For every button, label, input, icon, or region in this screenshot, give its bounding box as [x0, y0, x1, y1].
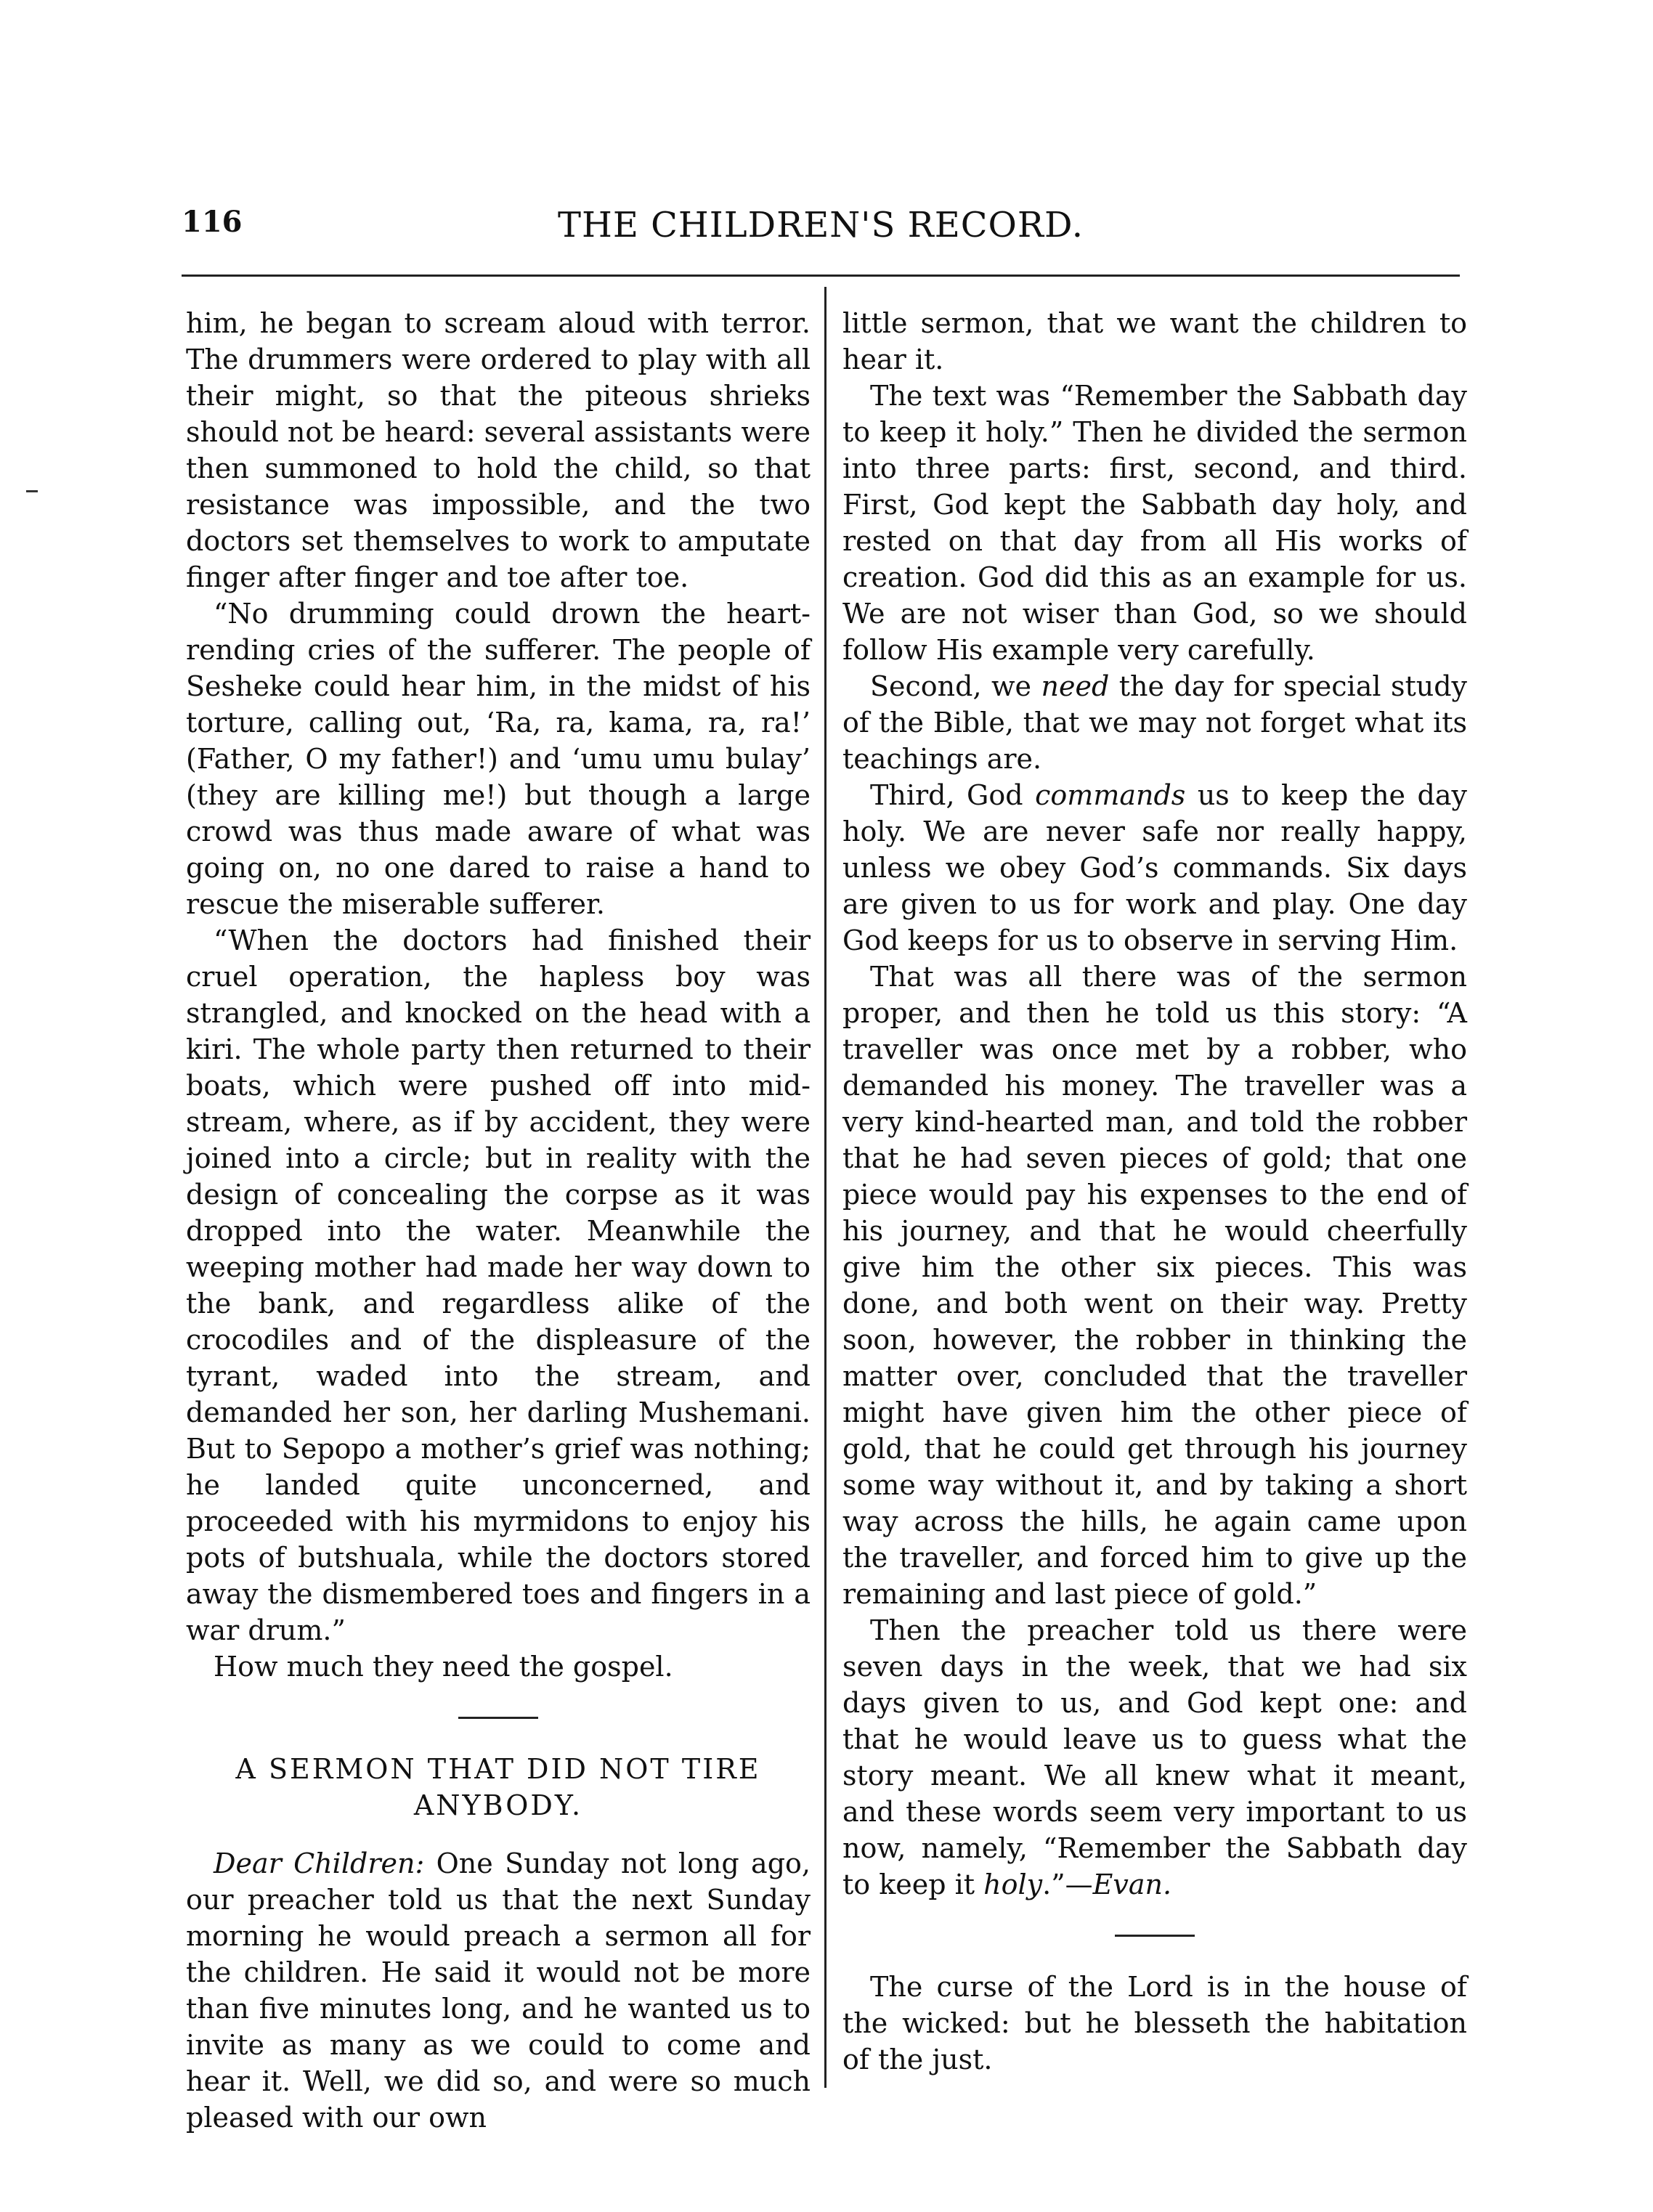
header-rule — [182, 275, 1460, 277]
paragraph-text: Third, God — [870, 779, 1036, 811]
page-header — [182, 205, 1460, 263]
paragraph-text: us to keep the day holy. We are never safe nor really happy, unless we obey God’s commands. Six days are given to us for work and play. One day God keeps for us to observe in serving Him. — [842, 779, 1467, 956]
emphasis: holy — [983, 1869, 1043, 1900]
salutation: Dear Children: — [214, 1847, 425, 1879]
paragraph: “When the doctors had finished their cruel operation, the hapless boy was strangled, and knocked on the head with a kiri. The whole party then returned to their boats, which were pushed off into mid-stream, where, as if by accident, they were joined into a circle; but in reality with the design of concealing the corpse as it was dropped into the water. Meanwhile the weeping mother had made her way down to the bank, and regardless alike of the crocodiles and of the displeasure of the tyrant, waded into the stream, and demanded her son, her darling Mushemani. But to Sepopo a mother’s grief was nothing; he landed quite unconcerned, and proceeded with his myrmidons to enjoy his pots of butshuala, while the doctors stored away the dismembered toes and fingers in a war drum.” — [186, 924, 811, 1646]
paragraph — [842, 777, 1467, 959]
paragraph: That was all there was of the sermon proper, and then he told us this story: “A traveller was once met by a robber, who demanded his money. The traveller was a very kind-hearted man, and told the robber that he had seven pieces of gold; that one piece would pay his expenses to the end of his journey, and that he would cheerfully give him the other six pieces. This was done, and both went on their way. Pretty soon, however, the robber in thinking the matter over, concluded that the traveller might have given him the other piece of gold, that he could get through his journey some way without it, and by taking a short way across the hills, he again came upon the traveller, and forced him to give up the remaining and last piece of gold.” — [842, 961, 1467, 1610]
paragraph-text: .”— — [1042, 1869, 1093, 1900]
paragraph — [842, 1612, 1467, 1903]
page-number: 116 — [182, 205, 243, 239]
right-column — [842, 305, 1467, 2078]
paragraph-text: the day for special study of the Bible, that we may not forget what its teachings are. — [842, 670, 1468, 775]
paragraph: “No drumming could drown the heart-rending cries of the sufferer. The people of Sesheke could hear him, in the midst of his torture, calling out, ‘Ra, ra, kama, ra, ra!’ (Father, O my father!) and ‘umu umu bulay’ (they are killing me!) but though a large crowd was thus made aware of what was going on, no one dared to raise a hand to rescue the miserable sufferer. — [186, 598, 811, 920]
left-column — [186, 305, 811, 2136]
paragraph: How much they need the gospel. — [214, 1651, 673, 1683]
margin-mark — [26, 490, 38, 492]
paragraph-text: Second, we — [870, 670, 1041, 702]
emphasis: commands — [1035, 779, 1186, 811]
paragraph — [842, 668, 1467, 777]
section-divider — [458, 1717, 538, 1719]
section-divider — [1115, 1935, 1195, 1937]
paragraph-text: Then the preacher told us there were seven days in the week, that we had six days given to us, and God kept one: and that he would leave us to guess what the story meant. We all knew what it meant, and these words seem very important to us now, namely, “Remember the Sabbath day to keep it — [842, 1614, 1467, 1900]
article-title: A SERMON THAT DID NOT TIRE ANYBODY. — [235, 1753, 761, 1821]
closing-verse: The curse of the Lord is in the house of the wicked: but he blesseth the habitation of the just. — [842, 1971, 1467, 2075]
paragraph-text: One Sunday not long ago, our preacher told us that the next Sunday morning he would preach a sermon all for the children. He said it would not be more than five minutes long, and he wanted us to invite as many as we could to come and hear it. Well, we did so, and were so much pleased with our own — [186, 1847, 811, 2134]
running-title: THE CHILDREN'S RECORD. — [557, 205, 1084, 245]
emphasis: need — [1041, 670, 1110, 702]
signature: Evan. — [1092, 1869, 1172, 1900]
paragraph: him, he began to scream aloud with terror. The drummers were ordered to play with all their might, so that the piteous shrieks should not be heard: several assistants were then summoned to hold the child, so that resistance was impossible, and the two doctors set themselves to work to amputate finger after finger and toe after toe. — [186, 307, 811, 593]
paragraph — [186, 1845, 811, 2136]
column-divider — [824, 287, 826, 2088]
paragraph: The text was “Remember the Sabbath day to keep it holy.” Then he divided the sermon into three parts: first, second, and third. First, God kept the Sabbath day holy, and rested on that day from all His works of creation. God did this as an example for us. We are not wiser than God, so we should follow His example very carefully. — [842, 380, 1467, 666]
paragraph: little sermon, that we want the children to hear it. — [842, 307, 1467, 375]
